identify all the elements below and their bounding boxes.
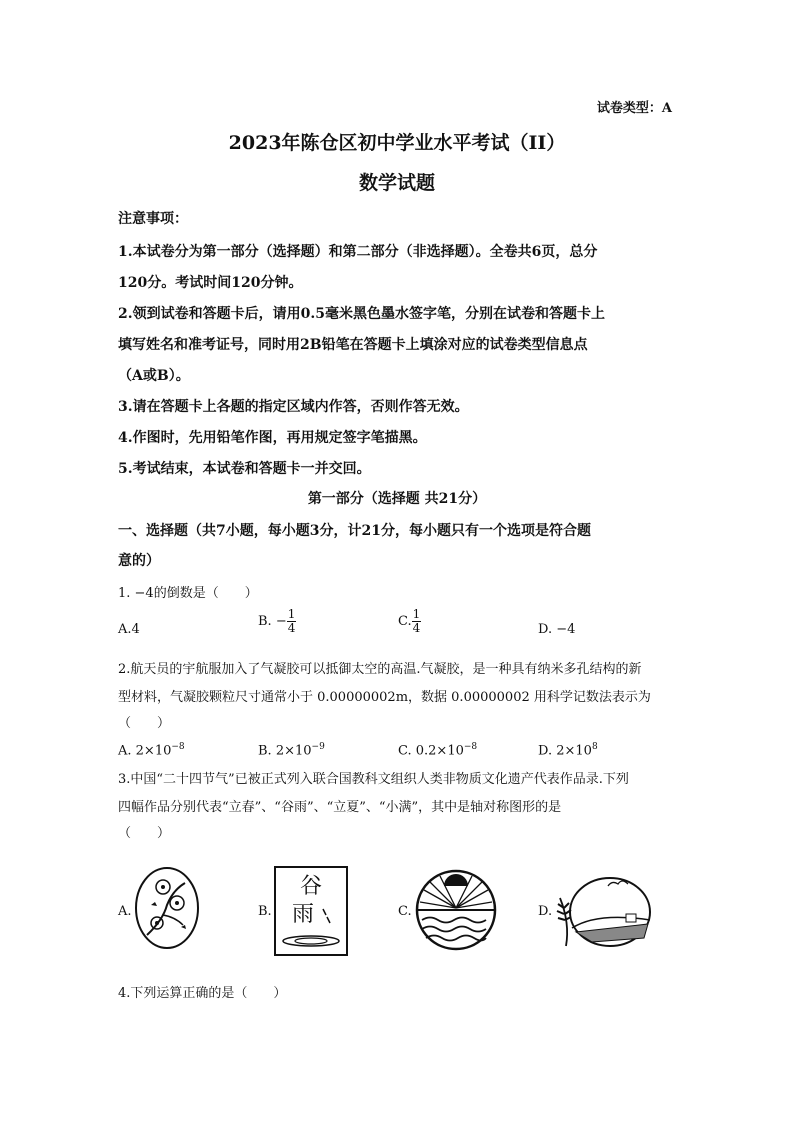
q2-d-exponent: 8 — [591, 742, 598, 752]
q3-option-c-label: C. — [398, 904, 412, 919]
q3-figure-c-start-of-summer — [414, 868, 498, 952]
q2-c-exponent: −8 — [463, 742, 478, 752]
q1-c-prefix: C. — [398, 614, 412, 629]
q3-stem-line3: （ ） — [118, 826, 171, 841]
q2-stem-line3: （ ） — [118, 716, 171, 731]
q4-stem: 4.下列运算正确的是（ ） — [118, 986, 287, 1001]
notice-line-8: 5.考试结束，本试卷和答题卡一并交回。 — [118, 461, 371, 477]
q1-b-denominator: 4 — [287, 621, 296, 635]
notice-line-5: （A或B）。 — [118, 368, 190, 384]
notice-line-4: 填写姓名和准考证号，同时用2B铅笔在答题卡上填涂对应的试卷类型信息点 — [118, 337, 588, 353]
notice-heading: 注意事项： — [118, 211, 188, 227]
q2-option-b — [258, 742, 325, 758]
paper-type-label: 试卷类型：A — [596, 101, 672, 116]
q1-b-numerator: 1 — [287, 607, 296, 621]
q1-option-d: D. −4 — [538, 622, 576, 637]
q3-option-d-label: D. — [538, 904, 553, 919]
q2-a-exponent: −8 — [171, 742, 185, 752]
q3-figure-b-char2: 雨 — [291, 902, 315, 927]
q1-option-b — [258, 608, 296, 635]
q2-option-c — [398, 742, 477, 758]
q3-stem-line1: 3.中国“二十四节气”已被正式列入联合国教科文组织人类非物质文化遗产代表作品录.下列 — [118, 772, 629, 787]
section1-title-line1: 一、选择题（共7小题，每小题3分，计21分，每小题只有一个选项是符合题 — [118, 523, 591, 539]
q2-b-exponent: −9 — [311, 742, 325, 752]
q3-stem-line2: 四幅作品分别代表“立春”、“谷雨”、“立夏”、“小满”，其中是轴对称图形的是 — [118, 800, 562, 815]
q2-stem-line1: 2.航天员的宇航服加入了气凝胶可以抵御太空的高温.气凝胶，是一种具有纳米多孔结构的新 — [118, 662, 642, 677]
q1-b-prefix: B. − — [258, 614, 287, 629]
exam-title: 2023年陈仓区初中学业水平考试（II） — [228, 132, 566, 154]
section1-title-line2: 意的） — [118, 553, 160, 569]
q1-option-a: A.4 — [118, 622, 140, 637]
q3-option-b-label: B. — [258, 904, 272, 919]
q2-option-d — [538, 742, 598, 758]
q1-c-fraction — [412, 608, 422, 635]
q2-b-base: B. 2×10 — [258, 743, 312, 759]
notice-line-1: 1.本试卷分为第一部分（选择题）和第二部分（非选择题）。全卷共6页，总分 — [118, 244, 598, 260]
part1-heading: 第一部分（选择题 共21分） — [307, 491, 487, 507]
notice-line-6: 3.请在答题卡上各题的指定区域内作答，否则作答无效。 — [118, 399, 469, 415]
notice-line-2: 120分。考试时间120分钟。 — [118, 275, 303, 291]
q3-figure-d-grain-buds — [552, 868, 652, 952]
notice-line-7: 4.作图时，先用铅笔作图，再用规定签字笔描黑。 — [118, 430, 427, 446]
q3-figure-b-char1: 谷 — [299, 874, 323, 899]
q3-option-a-label: A. — [118, 904, 132, 919]
q2-a-base: A. 2×10 — [118, 743, 172, 759]
q1-stem: 1. −4的倒数是（ ） — [118, 586, 258, 601]
q1-b-fraction — [287, 608, 297, 635]
q1-option-c — [398, 608, 421, 635]
q2-c-base: C. 0.2×10 — [398, 743, 464, 759]
q3-figure-b-grain-rain — [273, 865, 349, 957]
q3-figure-a-plum-blossom — [133, 865, 201, 951]
q1-c-numerator: 1 — [412, 607, 421, 621]
q1-c-denominator: 4 — [412, 621, 421, 635]
exam-subtitle: 数学试题 — [358, 172, 435, 194]
q2-d-base: D. 2×10 — [538, 743, 592, 759]
notice-line-3: 2.领到试卷和答题卡后，请用0.5毫米黑色墨水签字笔，分别在试卷和答题卡上 — [118, 306, 605, 322]
q2-option-a — [118, 742, 185, 758]
q2-stem-line2: 型材料，气凝胶颗粒尺寸通常小于 0.00000002m，数据 0.00000002 用科学记数法表示为 — [118, 690, 651, 705]
